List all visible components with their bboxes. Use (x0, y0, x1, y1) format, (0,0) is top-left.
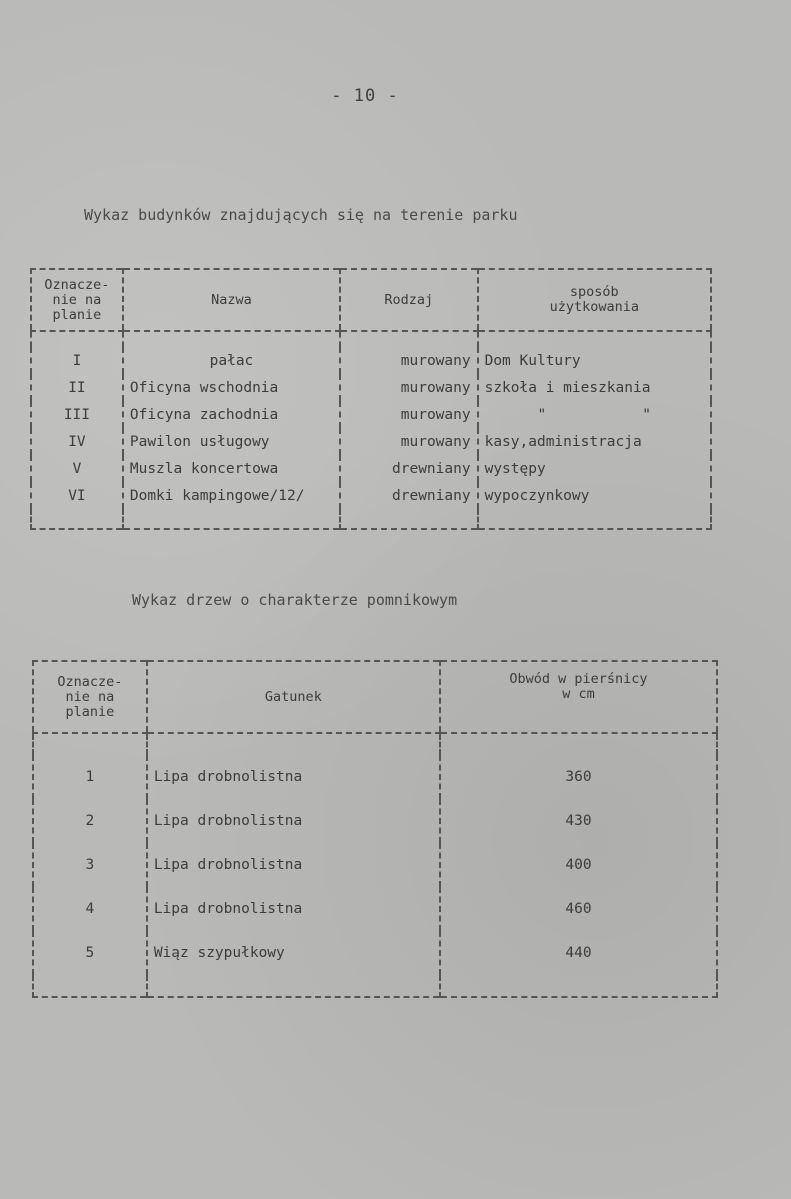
header-usage: sposób użytkowania (478, 269, 711, 331)
table-row: I pałac murowany Dom Kultury (31, 347, 711, 374)
buildings-heading: Wykaz budynków znajdujących się na terenie parku (84, 206, 518, 224)
table-row: 3 Lipa drobnolistna 400 (33, 843, 717, 887)
header-designation: Oznacze- nie na planie (31, 269, 123, 331)
buildings-header-row (31, 269, 711, 331)
header-name: Nazwa (123, 269, 340, 331)
header-designation: Oznacze- nie na planie (33, 661, 147, 733)
table-row: II Oficyna wschodnia murowany szkoła i mieszkania (31, 374, 711, 401)
table-row: 4 Lipa drobnolistna 460 (33, 887, 717, 931)
table-row: IV Pawilon usługowy murowany kasy,administracja (31, 428, 711, 455)
trees-table (32, 660, 718, 998)
table-row: VI Domki kampingowe/12/ drewniany wypoczynkowy (31, 482, 711, 509)
table-row: V Muszla koncertowa drewniany występy (31, 455, 711, 482)
page-number: - 10 - (331, 86, 399, 106)
header-species: Gatunek (147, 661, 440, 733)
table-row: III Oficyna zachodnia murowany " " (31, 401, 711, 428)
buildings-table (30, 268, 712, 530)
header-type: Rodzaj (340, 269, 478, 331)
header-girth: Obwód w pierśnicy w cm (440, 661, 717, 733)
trees-heading: Wykaz drzew o charakterze pomnikowym (132, 591, 458, 609)
table-row: 2 Lipa drobnolistna 430 (33, 799, 717, 843)
trees-header-row (33, 661, 717, 733)
table-row: 5 Wiąz szypułkowy 440 (33, 931, 717, 975)
table-row: 1 Lipa drobnolistna 360 (33, 755, 717, 799)
